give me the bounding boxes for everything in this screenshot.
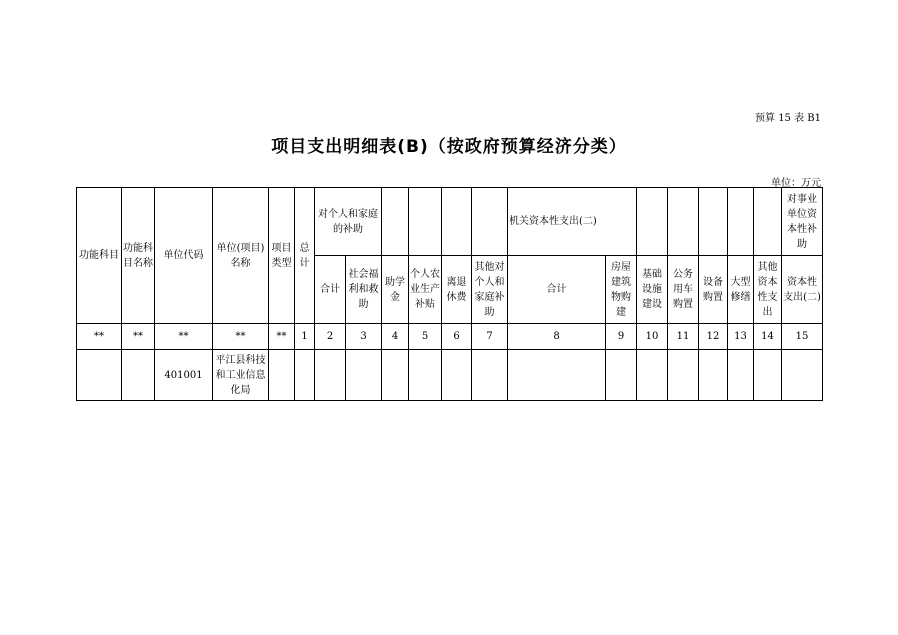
cell-func-name <box>122 350 155 401</box>
header-building: 房屋建筑物购建 <box>606 256 637 324</box>
header-infrastructure: 基础设施建设 <box>637 256 668 324</box>
header-blank <box>637 188 668 256</box>
column-number: ** <box>155 324 213 350</box>
header-repair: 大型修缮 <box>728 256 754 324</box>
header-vehicle: 公务用车购置 <box>668 256 699 324</box>
header-capital-exp2: 资本性支出(二) <box>782 256 823 324</box>
column-number: 7 <box>472 324 508 350</box>
header-org-total: 合计 <box>508 256 606 324</box>
expenditure-table <box>76 187 823 401</box>
cell-value <box>382 350 409 401</box>
cell-value <box>472 350 508 401</box>
header-blank <box>668 188 699 256</box>
column-number: ** <box>122 324 155 350</box>
column-number-row <box>77 324 823 350</box>
header-func-name: 功能科目名称 <box>122 188 155 324</box>
header-enterprise-group: 对事业单位资本性补助 <box>782 188 823 256</box>
column-number: 12 <box>699 324 728 350</box>
column-number: 3 <box>346 324 382 350</box>
page-title: 项目支出明细表(B)（按政府预算经济分类） <box>271 137 627 157</box>
column-number: 4 <box>382 324 409 350</box>
column-number: 15 <box>782 324 823 350</box>
header-equipment: 设备购置 <box>699 256 728 324</box>
cell-project-type <box>269 350 295 401</box>
cell-value <box>782 350 823 401</box>
column-number: ** <box>269 324 295 350</box>
cell-value <box>754 350 782 401</box>
cell-value <box>699 350 728 401</box>
column-number: ** <box>213 324 269 350</box>
cell-value <box>346 350 382 401</box>
column-number: ** <box>77 324 122 350</box>
column-number: 5 <box>409 324 442 350</box>
column-number: 6 <box>442 324 472 350</box>
header-blank <box>699 188 728 256</box>
header-row-1 <box>77 188 823 256</box>
cell-value <box>606 350 637 401</box>
header-blank <box>409 188 442 256</box>
column-number: 14 <box>754 324 782 350</box>
column-number: 8 <box>508 324 606 350</box>
header-scholarship: 助学金 <box>382 256 409 324</box>
column-number: 11 <box>668 324 699 350</box>
header-other-personal: 其他对个人和家庭补助 <box>472 256 508 324</box>
cell-value <box>409 350 442 401</box>
header-blank <box>442 188 472 256</box>
header-blank <box>754 188 782 256</box>
header-social-welfare: 社会福利和救助 <box>346 256 382 324</box>
header-func-subject: 功能科目 <box>77 188 122 324</box>
header-farm-subsidy: 个人农业生产补贴 <box>409 256 442 324</box>
header-blank <box>382 188 409 256</box>
column-number: 2 <box>315 324 346 350</box>
column-number: 9 <box>606 324 637 350</box>
header-retirement: 离退休费 <box>442 256 472 324</box>
cell-unit-name: 平江县科技和工业信息化局 <box>213 350 269 401</box>
header-unit-code: 单位代码 <box>155 188 213 324</box>
cell-value <box>728 350 754 401</box>
cell-func-subject <box>77 350 122 401</box>
header-project-type: 项目类型 <box>269 188 295 324</box>
header-total: 总计 <box>295 188 315 324</box>
cell-value <box>668 350 699 401</box>
unit-label: 单位：万元 <box>771 178 821 189</box>
header-unit-name: 单位(项目)名称 <box>213 188 269 324</box>
header-org-capital-group: 机关资本性支出(二) <box>508 188 637 256</box>
header-blank <box>472 188 508 256</box>
cell-value <box>637 350 668 401</box>
cell-unit-code: 401001 <box>155 350 213 401</box>
header-blank <box>728 188 754 256</box>
cell-value <box>442 350 472 401</box>
cell-value <box>315 350 346 401</box>
table-row <box>77 350 823 401</box>
header-personal-group: 对个人和家庭的补助 <box>315 188 382 256</box>
column-number: 1 <box>295 324 315 350</box>
column-number: 13 <box>728 324 754 350</box>
form-number: 预算 15 表 B1 <box>755 113 821 124</box>
header-personal-total: 合计 <box>315 256 346 324</box>
header-other-capital: 其他资本性支出 <box>754 256 782 324</box>
column-number: 10 <box>637 324 668 350</box>
cell-value <box>295 350 315 401</box>
cell-value <box>508 350 606 401</box>
